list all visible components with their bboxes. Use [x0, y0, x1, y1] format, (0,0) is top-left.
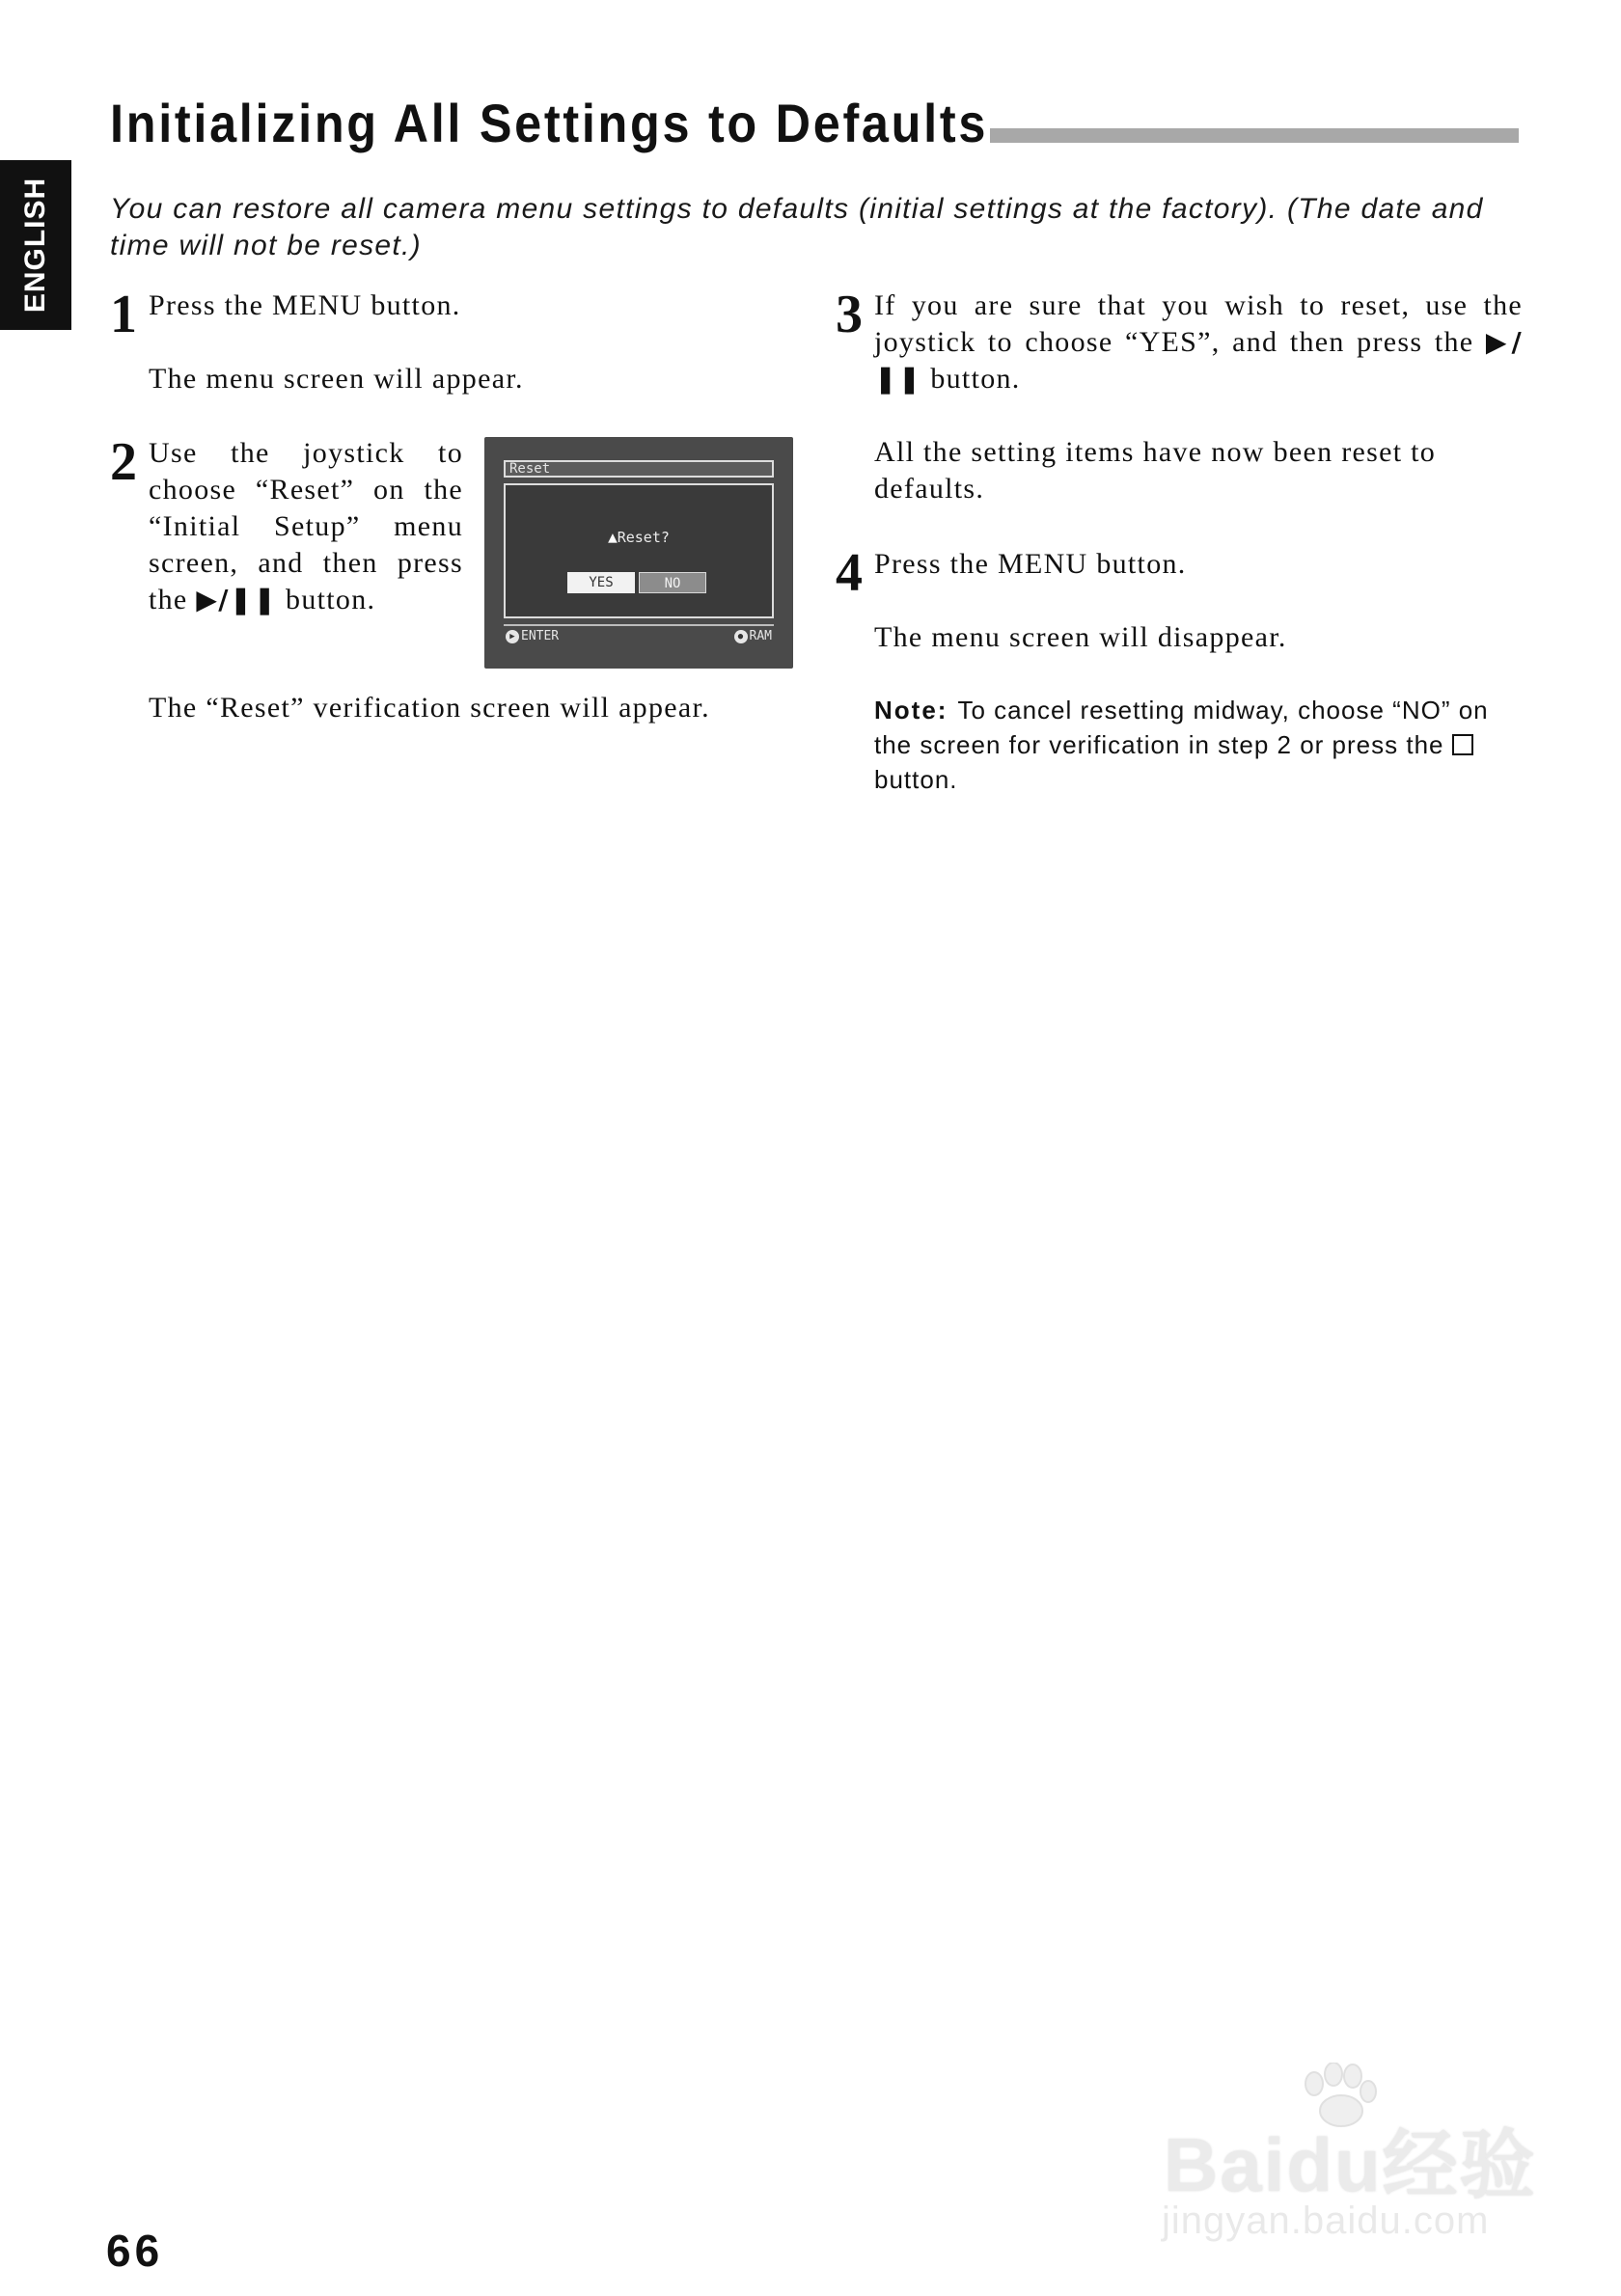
intro-text: You can restore all camera menu settings to defaults (initial settings at the factory). (The date and time will not be reset.): [110, 193, 1484, 261]
baidu-watermark: [1154, 2063, 1540, 2255]
step-instruction: [874, 287, 1523, 397]
step-1: [110, 287, 785, 403]
lcd-footer-left-label: ENTER: [521, 629, 560, 643]
step-instruction: Press the MENU button.: [874, 548, 1187, 580]
note: [874, 693, 1523, 797]
step-instruction-text: Use the joystick to choose “Reset” on the “Initial Setup” menu screen, and then press the: [149, 437, 463, 615]
step-number: 2: [110, 432, 137, 492]
step-result: The menu screen will disappear.: [874, 621, 1287, 653]
language-tab: [0, 160, 71, 330]
note-text: To cancel resetting midway, choose “NO” on the screen for verification in step 2 or press the: [874, 696, 1489, 759]
page-number: 66: [106, 2226, 164, 2276]
step-number: 3: [836, 285, 863, 344]
lcd-footer-enter: [506, 626, 559, 647]
step-instruction-text: button.: [921, 363, 1021, 395]
stop-button-icon: [1452, 734, 1473, 755]
page-title: Initializing All Settings to Defaults: [110, 93, 989, 153]
title-rule: [990, 128, 1519, 143]
step-3: [836, 287, 1523, 519]
step-result: All the setting items have now been reset to defaults.: [874, 436, 1437, 505]
note-text-end: button.: [874, 765, 958, 794]
step-instruction-text: button.: [277, 584, 376, 615]
step-instruction-text: If you are sure that you wish to reset, use the joystick to choose “YES”, and then press the: [874, 289, 1523, 358]
reset-lcd-screenshot: [484, 437, 793, 669]
disc-icon: ●: [734, 630, 748, 643]
lcd-yes-option: YES: [567, 572, 635, 593]
step-4: [836, 543, 1523, 662]
step-instruction: [149, 435, 463, 618]
warning-icon: ▲: [608, 528, 618, 546]
lcd-footer-right-label: RAM: [749, 629, 772, 643]
note-label: Note:: [874, 696, 948, 724]
lcd-footer: [504, 624, 774, 647]
lcd-prompt-text: Reset?: [617, 529, 670, 546]
step-instruction: Press the MENU button.: [149, 289, 461, 321]
step-number: 4: [836, 543, 863, 603]
watermark-brand: Baidu经验: [1164, 2122, 1537, 2207]
language-tab-label: ENGLISH: [19, 177, 51, 314]
lcd-prompt: [506, 528, 772, 546]
step-number: 1: [110, 285, 137, 344]
lcd-footer-media: [734, 626, 772, 647]
lcd-dialog: [504, 483, 774, 618]
lcd-no-option: NO: [639, 572, 706, 593]
step-result: The menu screen will appear.: [149, 363, 524, 395]
play-icon: ▶: [506, 630, 519, 643]
lcd-title: Reset: [504, 460, 774, 478]
play-pause-icon: ▶/❚❚: [196, 584, 278, 615]
watermark-url: jingyan.baidu.com: [1162, 2200, 1490, 2242]
play-pause-icon: ▶/❚❚: [874, 326, 1523, 395]
step-result: The “Reset” verification screen will appear.: [149, 692, 710, 724]
